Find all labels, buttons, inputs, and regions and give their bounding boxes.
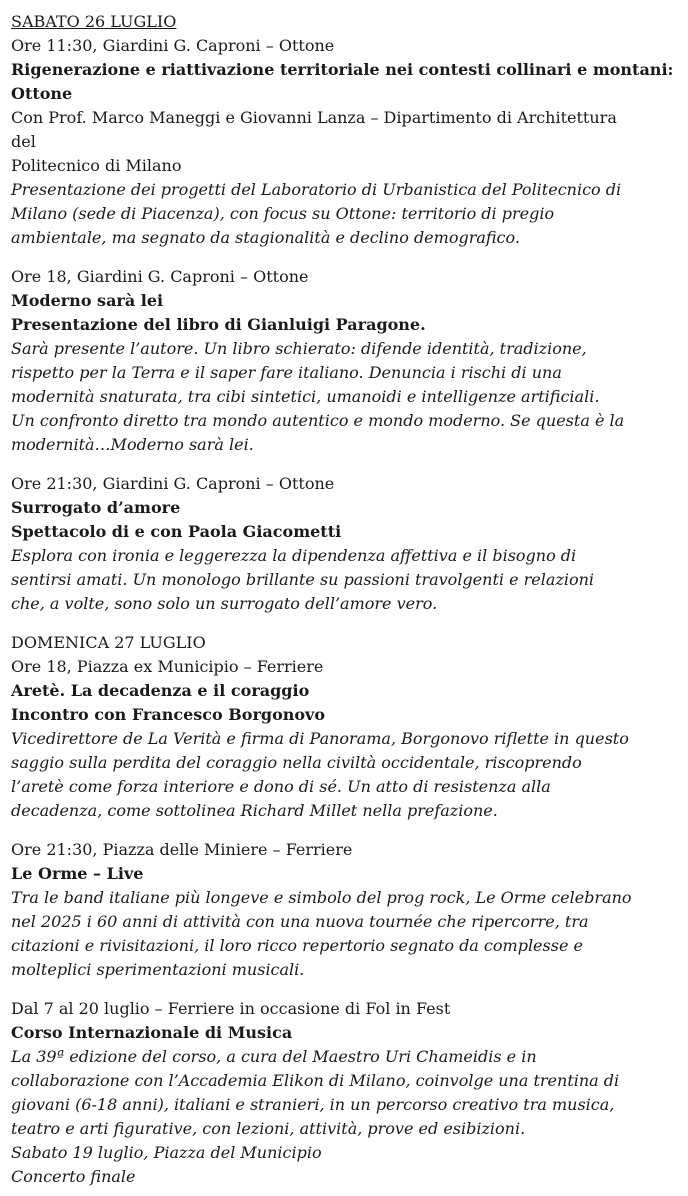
description-line: modernità…Moderno sarà lei. [11,435,254,454]
event-title-line: Le Orme – Live [11,864,144,883]
text-line: Ore 21:30, Giardini G. Caproni – Ottone [11,474,335,493]
description-line: sentirsi amati. Un monologo brillante su passioni travolgenti e relazioni [11,570,595,589]
description-line: ambientale, ma segnato da stagionalità e declino demografico. [11,228,520,247]
description-line: collaborazione con l’Accademia Elikon di Milano, coinvolge una trentina di [11,1071,620,1090]
event-block [11,472,631,616]
description-line: modernità snaturata, tra cibi sintetici, umanoidi e intelligenze artificiali. [11,387,600,406]
event-block [11,997,631,1189]
event-title-line: Rigenerazione e riattivazione territoriale nei contesti collinari e montani: [11,60,674,79]
event-title-line: Presentazione del libro di Gianluigi Paragone. [11,315,426,334]
description-line: Milano (sede di Piacenza), con focus su Ottone: territorio di pregio [11,204,555,223]
description-line: l’aretè come forza interiore e dono di sé. Un atto di resistenza alla [11,777,551,796]
description-line: Sabato 19 luglio, Piazza del Municipio [11,1143,322,1162]
description-line: che, a volte, sono solo un surrogato dell’amore vero. [11,594,438,613]
text-line: Dal 7 al 20 luglio – Ferriere in occasione di Fol in Fest [11,999,451,1018]
text-line: Ore 21:30, Piazza delle Miniere – Ferriere [11,840,353,859]
description-line: teatro e arti figurative, con lezioni, attività, prove ed esibizioni. [11,1119,526,1138]
event-title-line: Surrogato d’amore [11,498,181,517]
description-line: nel 2025 i 60 anni di attività con una nuova tournée che ripercorre, tra [11,912,589,931]
description-line: molteplici sperimentazioni musicali. [11,960,305,979]
event-title-line: Spettacolo di e con Paola Giacometti [11,522,342,541]
description-line: rispetto per la Terra e il saper fare italiano. Denuncia i rischi di una [11,363,562,382]
text-line: Con Prof. Marco Maneggi e Giovanni Lanza – Dipartimento di Architettura [11,108,617,127]
description-line: Presentazione dei progetti del Laboratorio di Urbanistica del Politecnico di [11,180,622,199]
text-line: Politecnico di Milano [11,156,182,175]
description-line: saggio sulla perdita del coraggio nella civiltà occidentale, riscoprendo [11,753,582,772]
event-block [11,838,631,982]
event-block [11,10,674,250]
description-line: Concerto finale [11,1167,136,1186]
event-title-line: Aretè. La decadenza e il coraggio [11,681,310,700]
text-line: Ore 18, Piazza ex Municipio – Ferriere [11,657,324,676]
date-heading: SABATO 26 LUGLIO [11,12,177,31]
event-title-line: Incontro con Francesco Borgonovo [11,705,326,724]
text-line: Ore 18, Giardini G. Caproni – Ottone [11,267,309,286]
event-title-line: Moderno sarà lei [11,291,164,310]
text-line: DOMENICA 27 LUGLIO [11,633,206,652]
description-line: citazioni e rivisitazioni, il loro ricco repertorio segnato da complesse e [11,936,583,955]
text-line: del [11,132,36,151]
event-block [11,265,631,457]
description-line: giovani (6-18 anni), italiani e stranieri, in un percorso creativo tra musica, [11,1095,615,1114]
text-line: Ore 11:30, Giardini G. Caproni – Ottone [11,36,335,55]
description-line: La 39ª edizione del corso, a cura del Maestro Uri Chameidis e in [11,1047,537,1066]
description-line: Un confronto diretto tra mondo autentico e mondo moderno. Se questa è la [11,411,625,430]
event-block [11,631,631,823]
description-line: Vicedirettore de La Verità e firma di Panorama, Borgonovo riflette in questo [11,729,629,748]
description-line: Tra le band italiane più longeve e simbolo del prog rock, Le Orme celebrano [11,888,632,907]
description-line: decadenza, come sottolinea Richard Millet nella prefazione. [11,801,498,820]
event-title-line: Corso Internazionale di Musica [11,1023,293,1042]
description-line: Sarà presente l’autore. Un libro schierato: difende identità, tradizione, [11,339,587,358]
description-line: Esplora con ironia e leggerezza la dipendenza affettiva e il bisogno di [11,546,577,565]
event-title-line: Ottone [11,84,73,103]
